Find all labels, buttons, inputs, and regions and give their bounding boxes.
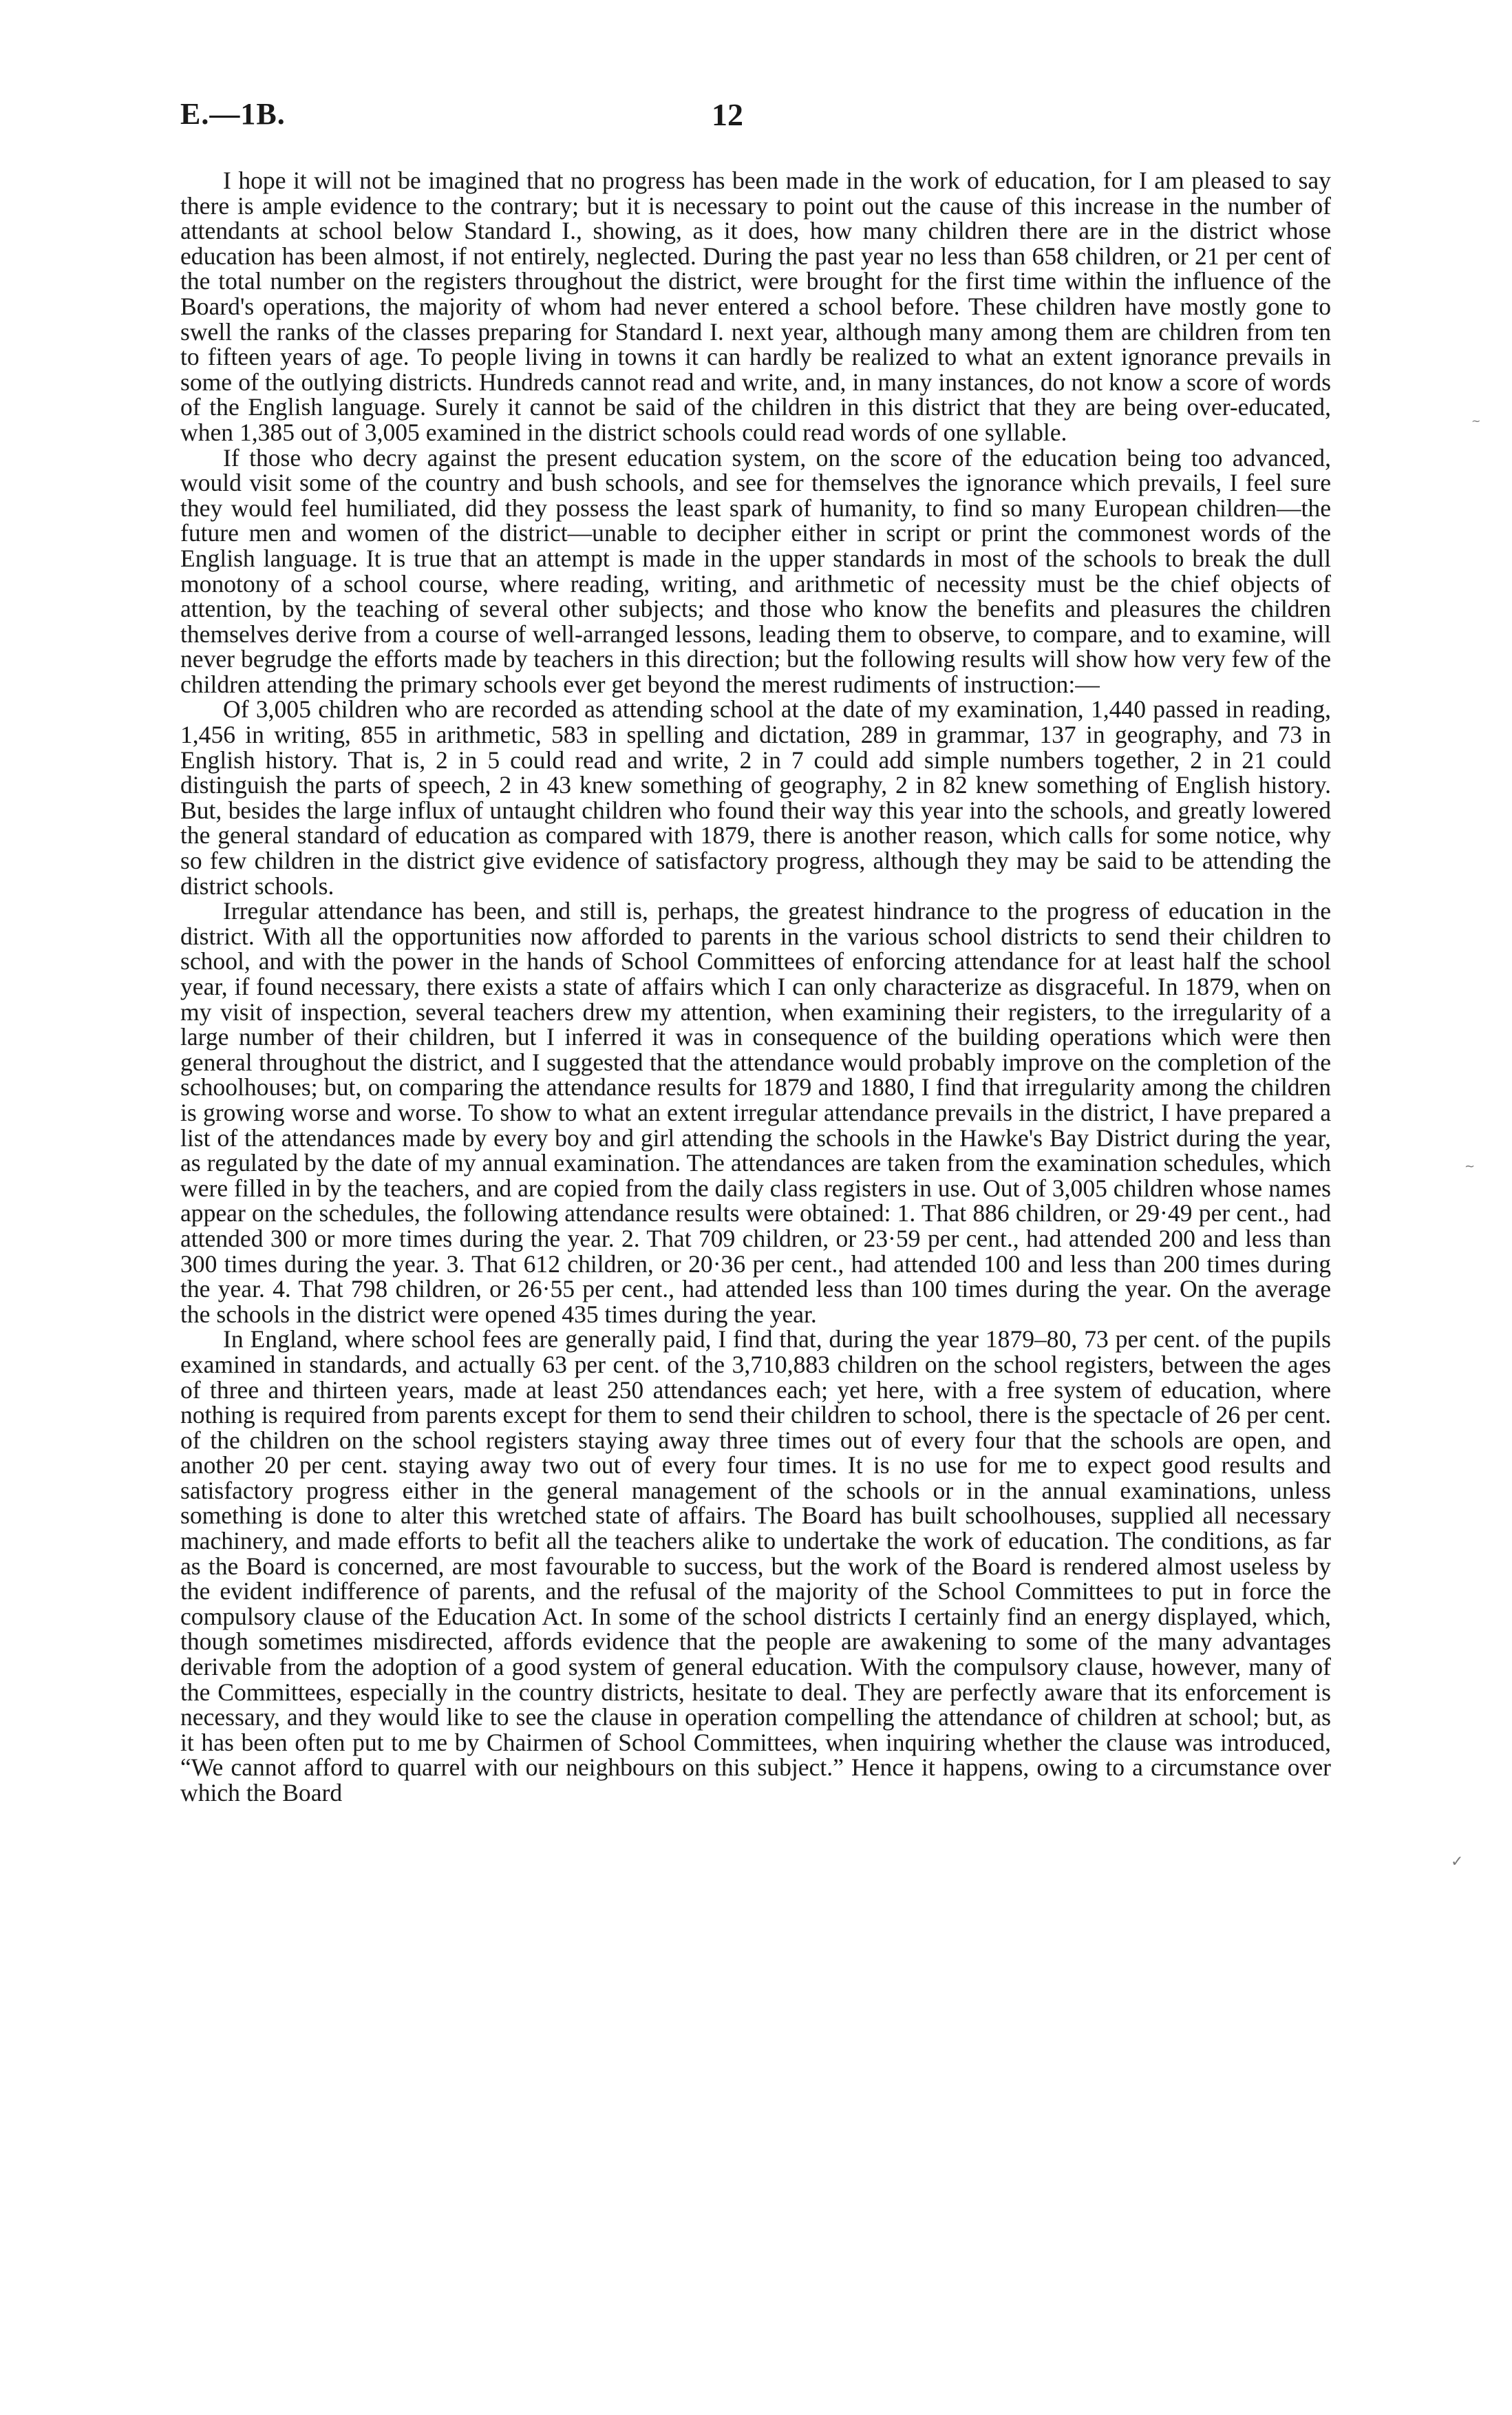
paragraph-irregular-attendance: Irregular attendance has been, and still is, perhaps, the greatest hindrance to the progress of education in the district. With all the opportunities now afforded to parents in the various school districts to send their children to school, and with the power in the hands of School Committees of enforcing attendance for at least half the school year, if found necessary, there exists a state of affairs which I can only characterize as disgraceful. In 1879, when on my visit of inspection, several teachers drew my attention, when examining their registers, to the irregularity of a large number of their children, but I inferred it was in consequence of the building operations which were then general throughout the district, and I suggested that the attendance would probably improve on the completion of the schoolhouses; but, on comparing the attendance results for 1879 and 1880, I find that irregularity among the children is growing worse and worse. To show to what an extent irregular attendance prevails in the district, I have prepared a list of the attendances made by every boy and girl attending the schools in the Hawke's Bay District during the year, as regulated by the date of my annual examination. The attendances are taken from the examination schedules, which were filled in by the teachers, and are copied from the daily class registers in use. Out of 3,005 children whose names appear on the schedules, the following attendance results were obtained: 1. That 886 children, or 29·49 per cent., had attended 300 or more times during the year. 2. That 709 children, or 23·59 per cent., had attended 200 and less than 300 times during the year. 3. That 612 children, or 20·36 per cent., had attended 100 and less than 200 times during the year. 4. That 798 children, or 26·55 per cent., had attended less than 100 times during the year. On the average the schools in the district were opened 435 times during the year. xyxy=(180,897,1331,1328)
scan-speck-2: ~ xyxy=(1465,1159,1476,1174)
document-code: E.—1B. xyxy=(180,97,286,131)
scan-speck-3: ✓ xyxy=(1451,1853,1464,1870)
paragraph-progress: I hope it will not be imagined that no progress has been made in the work of education, for I am pleased to say there is ample evidence to the contrary; but it is necessary to point out the cause of this increase in the number of attendants at school below Standard I., showing, as it does, how many children there are in the district whose education has been almost, if not entirely, neglected. During the past year no less than 658 children, or 21 per cent of the total number on the registers throughout the district, were brought for the first time within the influence of the Board's operations, the majority of whom had never entered a school before. These children have mostly gone to swell the ranks of the classes preparing for Standard I. next year, although many among them are children from ten to fifteen years of age. To people living in towns it can hardly be realized to what an extent ignorance prevails in some of the outlying districts. Hundreds cannot read and write, and, in many instances, do not know a score of words of the English language. Surely it cannot be said of the children in this district that they are being over-educated, when 1,385 out of 3,005 examined in the district schools could read words of one syllable. xyxy=(180,167,1331,446)
scan-speck-1: ~ xyxy=(1471,414,1481,428)
page-header xyxy=(180,96,1331,145)
report-body xyxy=(180,168,1331,1806)
page-number: 12 xyxy=(712,97,743,132)
paragraph-education-system: If those who decry against the present education system, on the score of the education being too advanced, would visit some of the country and bush schools, and see for themselves the ignorance which prevails, I feel sure they would feel humiliated, did they possess the least spark of humanity, to find so many European children—the future men and women of the district—unable to decipher either in script or print the commonest words of the English language. It is true that an attempt is made in the upper standards in most of the schools to break the dull monotony of a school course, where reading, writing, and arithmetic of necessity must be the chief objects of attention, by the teaching of several other subjects; and those who know the benefits and pleasures the children themselves derive from a course of well-arranged lessons, leading them to observe, to compare, and to examine, will never begrudge the efforts made by teachers in this direction; but the following results will show how very few of the children attending the primary schools ever get beyond the merest rudiments of instruction:— xyxy=(180,443,1331,698)
paragraph-england-comparison: In England, where school fees are generally paid, I find that, during the year 1879–80, 73 per cent. of the pupils examined in standards, and actually 63 per cent. of the 3,710,883 children on the school registers, between the ages of three and thirteen years, made at least 250 attendances each; yet here, with a free system of education, where nothing is required from parents except for them to send their children to school, there is the spectacle of 26 per cent. of the children on the school registers staying away three times out of every four that the schools are open, and another 20 per cent. staying away two out of every four times. It is no use for me to expect good results and satisfactory progress either in the general management of the schools or in the annual examinations, unless something is done to alter this wretched state of affairs. The Board has built schoolhouses, supplied all necessary machinery, and made efforts to befit all the teachers alike to undertake the work of education. The conditions, as far as the Board is concerned, are most favourable to success, but the work of the Board is rendered almost useless by the evident indifference of parents, and the refusal of the majority of the School Committees to put in force the compulsory clause of the Education Act. In some of the school districts I certainly find an energy displayed, which, though sometimes misdirected, affords evidence that the people are awakening to some of the many advantages derivable from the adoption of a good system of general education. With the compulsory clause, however, many of the Committees, especially in the country districts, hesitate to deal. They are perfectly aware that its enforcement is necessary, and they would like to see the clause in operation compelling the attendance of children at school; but, as it has been often put to me by Chairmen of School Committees, when inquiring whether the clause was introduced, “We cannot afford to quarrel with our neighbours on this subject.” Hence it happens, owing to a circumstance over which the Board xyxy=(180,1325,1331,1806)
paragraph-examination-results: Of 3,005 children who are recorded as attending school at the date of my examination, 1,440 passed in reading, 1,456 in writing, 855 in arithmetic, 583 in spelling and dictation, 289 in grammar, 137 in geography, and 73 in English history. That is, 2 in 5 could read and write, 2 in 7 could add simple numbers together, 2 in 21 could distinguish the parts of speech, 2 in 43 knew something of geography, 2 in 82 knew something of English history. But, besides the large influx of untaught children who found their way this year into the schools, and greatly lowered the general standard of education as compared with 1879, there is another reason, which calls for some notice, why so few children in the district give evidence of satisfactory progress, although they may be said to be attending the district schools. xyxy=(180,695,1331,900)
